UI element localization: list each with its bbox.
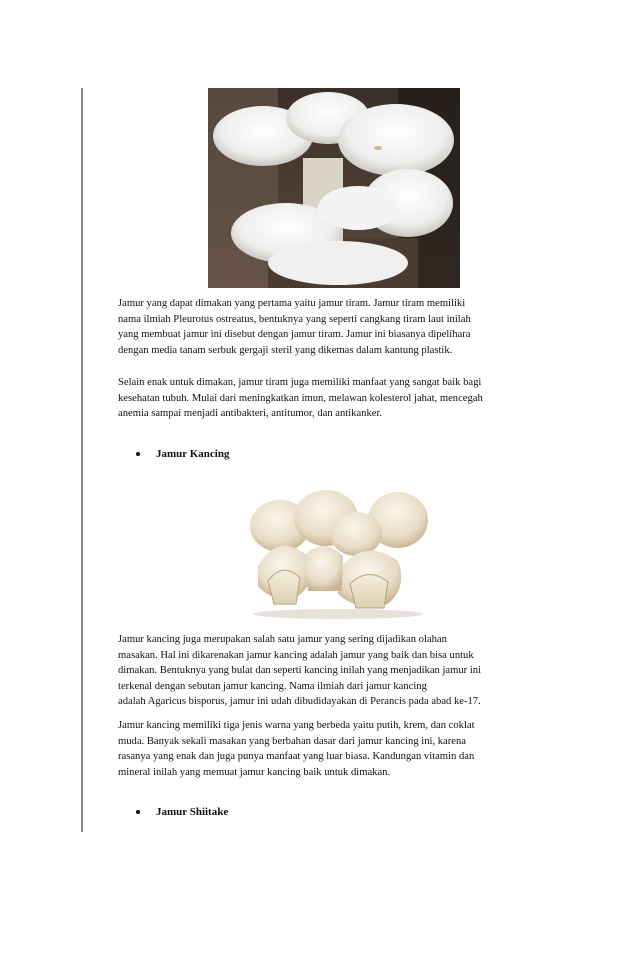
bullet-heading-jamur-kancing: Jamur Kancing	[136, 448, 229, 460]
bullet-dot	[136, 810, 140, 814]
paragraph-oyster-benefits: Selain enak untuk dimakan, jamur tiram juga memiliki manfaat yang sangat baik bagi kesehatan tubuh. Mulai dari meningkatkan imun, melawan kolesterol jahat, mencegah anemia sampai menjadi antibakteri, antitumor, dan antikanker.	[118, 377, 483, 419]
margin-rule	[81, 88, 83, 832]
paragraph-button-description: Jamur kancing juga merupakan salah satu jamur yang sering dijadikan olahan masakan. Hal ini dikarenakan jamur kancing adalah jamur yang baik dan bisa untuk dimakan. Bentuknya yang bulat dan seperti kancing inilah yang menjadikan jamur ini terkenal dengan sebutan jamur kancing. Nama ilmiah dari jamur kancing adalah Agaricus bisporus, jamur ini udah dibudidayakan di Perancis pada abad ke-17.	[118, 634, 482, 707]
paragraph-oyster-description: Jamur yang dapat dimakan yang pertama yaitu jamur tiram. Jamur tiram memiliki nama ilmiah Pleurotus ostreatus, bentuknya yang seperti cangkang tiram laut inilah yang membuat jamur ini disebut dengan jamur tiram. Jamur ini biasanya dipelihara dengan media tanam serbuk gergaji steril yang dikemas dalam kantung plastik.	[118, 298, 471, 356]
bullet-dot	[136, 452, 140, 456]
button-mushroom-photo	[238, 486, 438, 620]
bullet-heading-jamur-shiitake: Jamur Shiitake	[136, 806, 228, 818]
paragraph-button-colors: Jamur kancing memiliki tiga jenis warna yang berbeda yaitu putih, krem, dan coklat muda. Banyak sekali masakan yang berbahan dasar dari jamur kancing ini, karena rasanya yang enak dan juga punya manfaat yang luar biasa. Kandungan vitamin dan mineral inilah yang memuat jamur kancing baik untuk dimakan.	[118, 720, 475, 778]
oyster-mushroom-photo	[208, 88, 460, 288]
